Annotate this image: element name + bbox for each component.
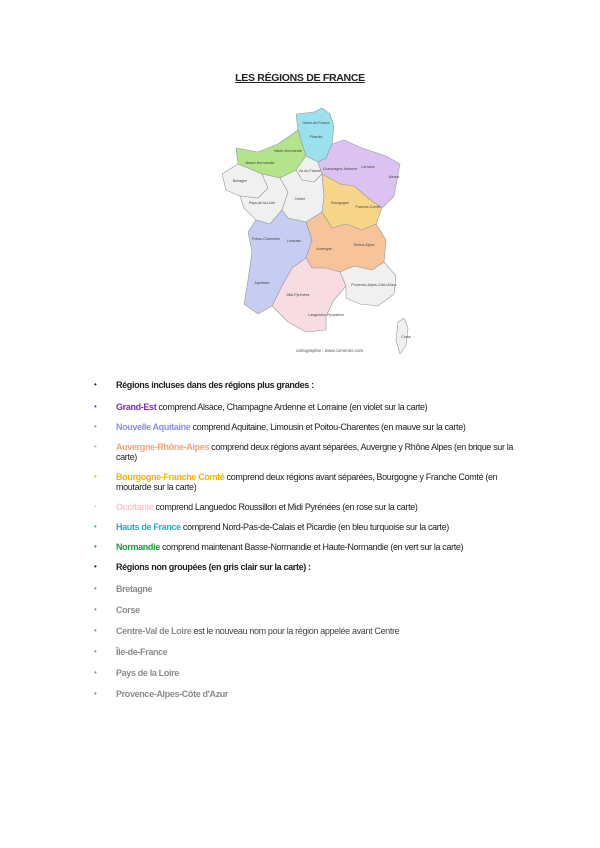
bullet-icon: • (94, 542, 97, 551)
list-item (94, 522, 524, 532)
region-name: Pays de la Loire (116, 668, 179, 678)
label-centre: Centre (294, 197, 306, 201)
label-auvergne: Auvergne (316, 247, 332, 251)
bullet-icon: • (94, 605, 97, 614)
france-regions-map (222, 100, 422, 368)
bullet-icon: • (94, 472, 97, 481)
list-item (94, 502, 524, 512)
list-item (94, 584, 524, 594)
region-name: Centre-Val de Loire (116, 626, 192, 636)
label-champagne: Champagne-Ardenne (322, 167, 358, 171)
bullet-icon: • (94, 380, 97, 389)
region-name: Bretagne (116, 584, 153, 594)
region-description: comprend Nord-Pas-de-Calais et Picardie (en bleu turquoise sur la carte) (180, 522, 449, 532)
list-item (94, 689, 524, 699)
bullet-icon: • (94, 562, 97, 571)
region-description: comprend Aquitaine, Limousin et Poitou-Charentes (en mauve sur la carte) (190, 422, 466, 432)
region-description: comprend Alsace, Champagne Ardenne et Lorraine (en violet sur la carte) (156, 402, 428, 412)
regions-list (94, 380, 524, 710)
label-corse: Corse (401, 335, 411, 339)
region-name: Provence-Alpes-Côte d'Azur (116, 689, 229, 699)
region-description: comprend Languedoc Roussillon et Midi Pyrénées (en rose sur la carte) (153, 502, 418, 512)
label-franche-comte: Franche-Comté (355, 205, 381, 209)
bullet-icon: • (94, 626, 97, 635)
label-rhone-alpes: Rhône-Alpes (353, 243, 375, 247)
label-pays-loire: Pays-de-la-Loire (248, 201, 276, 205)
label-hdf: Hauts-de-France (302, 121, 330, 125)
list-item (94, 605, 524, 615)
bullet-icon: • (94, 422, 97, 431)
label-limousin: Limousin (286, 239, 302, 243)
list-item (94, 626, 524, 636)
region-description: comprend deux régions avant séparées, Auvergne y Rhône Alpes (en brique sur la carte) (116, 442, 514, 462)
region-name: Île-de-France (116, 647, 168, 657)
region-name: Nouvelle Aquitaine (116, 422, 191, 432)
bullet-icon: • (94, 402, 97, 411)
label-poitou: Poitou-Charentes (252, 237, 280, 241)
region-name: Auvergne-Rhône-Alpes (116, 442, 210, 452)
list-item (94, 442, 524, 462)
bullet-icon: • (94, 647, 97, 656)
bullet-icon: • (94, 689, 97, 698)
label-haute-normandie: Haute-Normandie (273, 149, 303, 153)
label-bourgogne: Bourgogne (331, 201, 349, 205)
list-item (94, 472, 524, 492)
bullet-icon: • (94, 442, 97, 451)
region-description: comprend deux régions avant séparées, Bourgogne y Franche Comté (en moutarde sur la carte) (116, 472, 498, 492)
region-name: Occitanie (116, 502, 154, 512)
region-name: Bourgogne-Franche Comté (116, 472, 225, 482)
label-idf: Ile-de-France (299, 169, 321, 173)
region-name: Normandie (116, 542, 160, 552)
label-aquitaine: Aquitaine (254, 281, 270, 285)
list-item (94, 668, 524, 678)
region-description: est le nouveau nom pour la région appelée avant Centre (191, 626, 400, 636)
region-name: Hauts de France (116, 522, 181, 532)
bullet-icon: • (94, 502, 97, 511)
bullet-icon: • (94, 668, 97, 677)
label-bretagne: Bretagne (232, 179, 248, 183)
list-heading-grouped: • Régions incluses dans des régions plus grandes : (94, 380, 314, 390)
list-item (94, 647, 524, 657)
grouped-regions (94, 402, 524, 552)
label-languedoc: Languedoc-Roussillon (308, 313, 344, 317)
map-svg (222, 100, 422, 368)
list-heading-ungrouped: • Régions non groupées (en gris clair sur la carte) : (94, 562, 311, 572)
label-lorraine: Lorraine (361, 165, 375, 169)
region-description: comprend maintenant Basse-Normandie et Haute-Normandie (en vert sur la carte) (159, 542, 464, 552)
page-title: LES RÉGIONS DE FRANCE (235, 72, 365, 84)
region-name: Corse (116, 605, 140, 615)
ungrouped-regions (94, 584, 524, 699)
list-item (94, 422, 524, 432)
bullet-icon: • (94, 522, 97, 531)
label-paca: Provence-Alpes-Côte-d'Azur (351, 283, 397, 287)
list-item (94, 542, 524, 552)
label-midi-pyrenees: Midi-Pyrénées (286, 293, 310, 297)
label-alsace: Alsace (388, 175, 400, 179)
label-picardie: Picardie (309, 135, 323, 139)
list-item (94, 402, 524, 412)
bullet-icon: • (94, 584, 97, 593)
map-credit: cartographie : www.comersis.com (296, 348, 364, 353)
region-name: Grand-Est (116, 402, 157, 412)
label-basse-normandie: Basse-Normandie (245, 161, 275, 165)
